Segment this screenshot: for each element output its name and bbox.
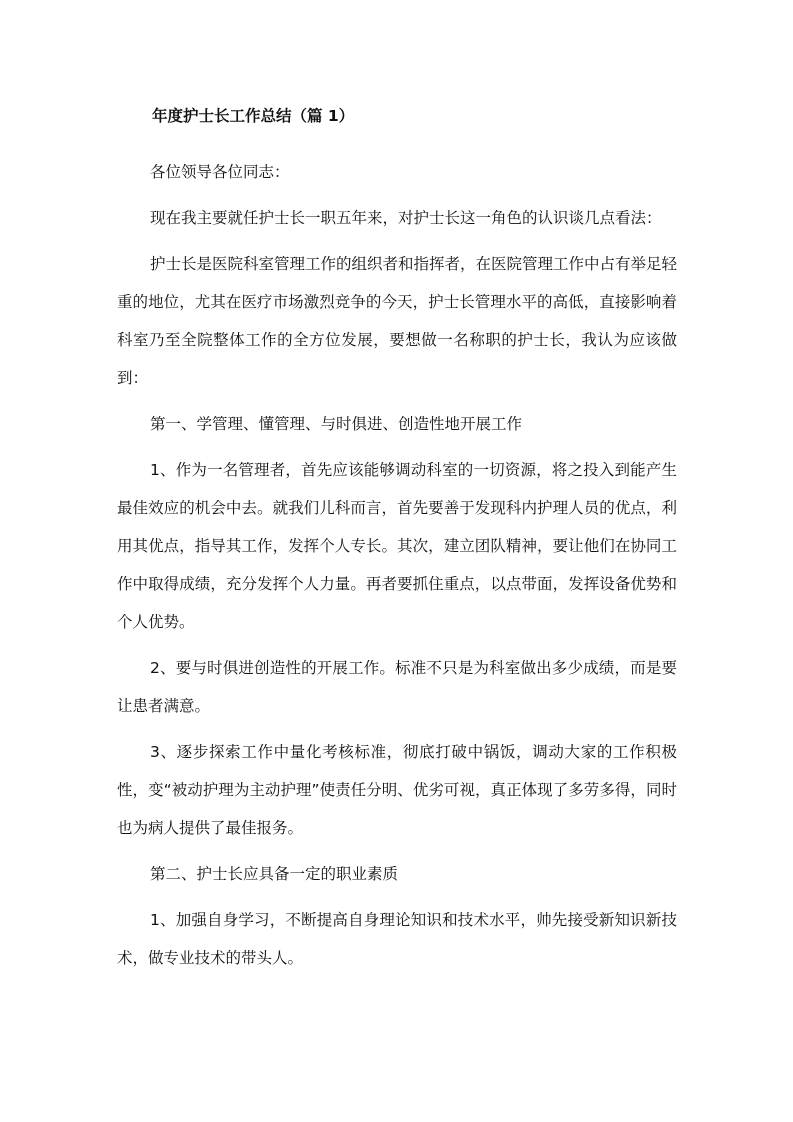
section-1-item-3: 3、逐步探索工作中量化考核标准，彻底打破中锅饭，调动大家的工作积极性，变“被动护理为主动护理”使责任分明、优劣可视，真正体现了多劳多得，同时也为病人提供了最佳报务。 xyxy=(117,743,677,837)
section-1-item-2: 2、要与时俱进创造性的开展工作。标准不只是为科室做出多少成绩，而是要让患者满意。 xyxy=(117,659,677,715)
section-heading-1: 第一、学管理、懂管理、与时俱进、创造性地开展工作 xyxy=(150,415,523,433)
intro-paragraph: 现在我主要就任护士长一职五年来，对护士长这一角色的认识谈几点看法： xyxy=(150,209,662,227)
document-title: 年度护士长工作总结（篇 1） xyxy=(152,107,355,125)
section-1-item-1: 1、作为一名管理者，首先应该能够调动科室的一切资源，将之投入到能产生最佳效应的机会中去。就我们儿科而言，首先要善于发现科内护理人员的优点，利用其优点，指导其工作，发挥个人专长。其次，建立团队精神，要让他们在协同工作中取得成绩，充分发挥个人力量。再者要抓住重点，以点带面，发挥设备优势和个人优势。 xyxy=(117,461,677,631)
section-2-item-1: 1、加强自身学习，不断提高自身理论知识和技术水平，帅先接受新知识新技术，做专业技术的带头人。 xyxy=(117,911,677,967)
role-paragraph: 护士长是医院科室管理工作的组织者和指挥者，在医院管理工作中占有举足轻重的地位，尤其在医疗市场激烈竞争的今天，护士长管理水平的高低，直接影响着科室乃至全院整体工作的全方位发展，要想做一名称职的护士长，我认为应该做到： xyxy=(117,255,678,387)
section-heading-2: 第二、护士长应具备一定的职业素质 xyxy=(150,865,399,883)
document-body xyxy=(117,98,677,985)
greeting-paragraph: 各位领导各位同志： xyxy=(150,163,290,181)
